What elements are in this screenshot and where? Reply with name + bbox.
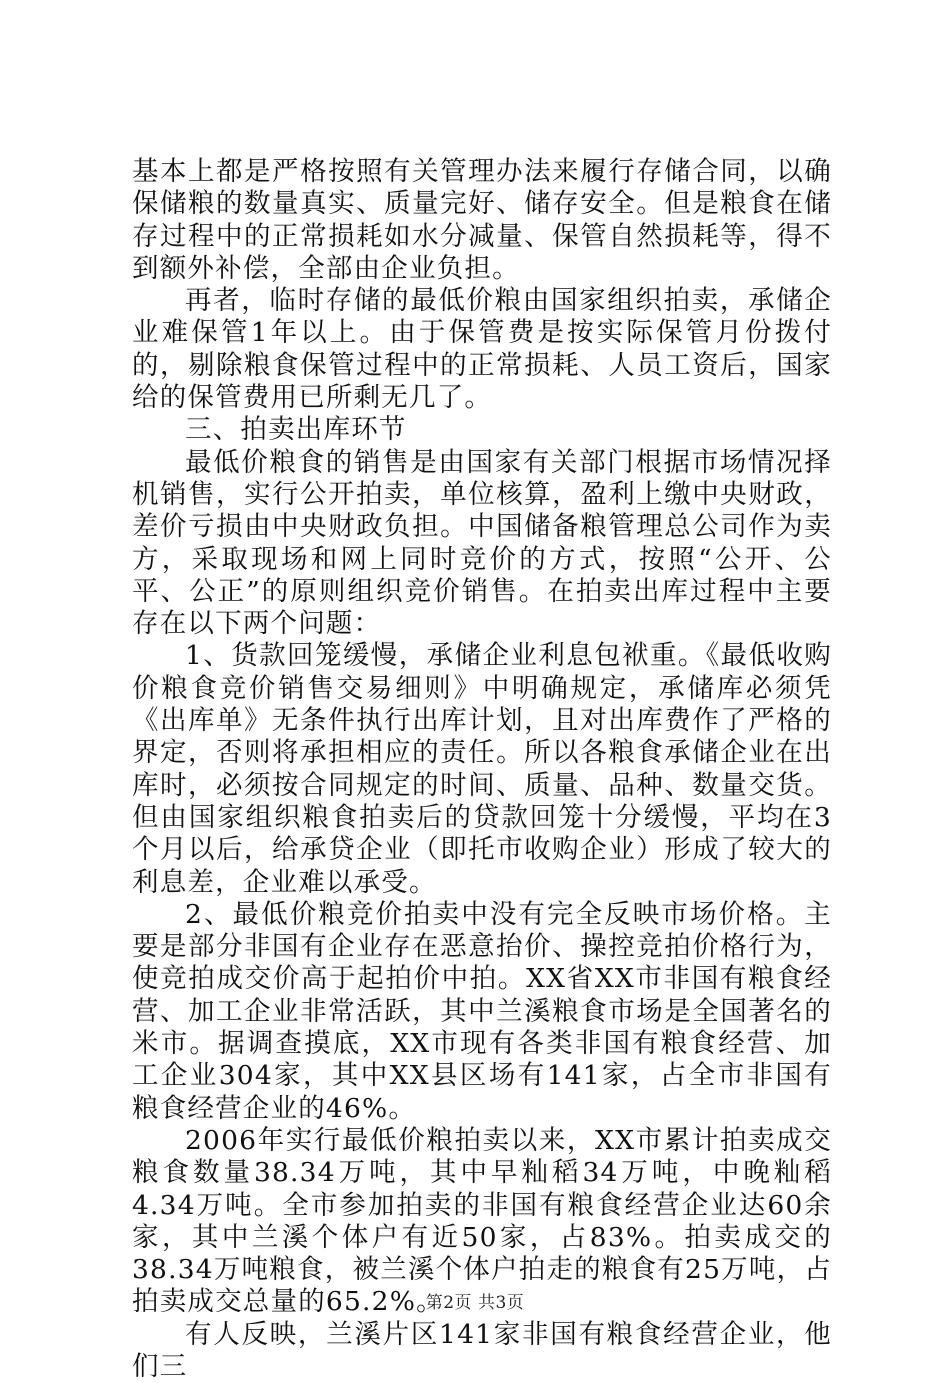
paragraph-auction-statistics: 2006年实行最低价粮拍卖以来，XX市累计拍卖成交粮食数量38.34万吨，其中早籼稻34万吨，中晚籼稻4.34万吨。全市参加拍卖的非国有粮食经营企业达60余家，其中兰溪个体户有近50家，占83%。拍卖成交的38.34万吨粮食，被兰溪个体户拍走的粮食有25万吨，占拍卖成交总量的65.2%。 — [132, 1124, 832, 1318]
section-heading-auction: 三、拍卖出库环节 — [185, 414, 407, 446]
paragraph-auction-overview: 最低价粮食的销售是由国家有关部门根据市场情况择机销售，实行公开拍卖，单位核算，盈利上缴中央财政，差价亏损由中央财政负担。中国储备粮管理总公司作为卖方，采取现场和网上同时竞价的方式，按照“公开、公平、公正”的原则组织竞价销售。在拍卖出库过程中主要存在以下两个问题： — [132, 446, 832, 640]
page-number-footer: 第2页 共3页 — [425, 1293, 525, 1313]
paragraph-feedback: 有人反映，兰溪片区141家非国有粮食经营企业，他们三 — [132, 1318, 832, 1382]
paragraph-storage-contract-continued: 基本上都是严格按照有关管理办法来履行存储合同，以确保储粮的数量真实、质量完好、储存安全。但是粮食在储存过程中的正常损耗如水分减量、保管自然损耗等，得不到额外补偿，全部由企业负担。 — [132, 156, 832, 284]
paragraph-issue-1: 1、货款回笼缓慢，承储企业利息包袱重。《最低收购价粮食竞价销售交易细则》中明确规定，承储库必须凭《出库单》无条件执行出库计划，且对出库费作了严格的界定，否则将承担相应的责任。所以各粮食承储企业在出库时，必须按合同规定的时间、质量、品种、数量交货。但由国家组织粮食拍卖后的贷款回笼十分缓慢，平均在3个月以后，给承贷企业（即托市收购企业）形成了较大的利息差，企业难以承受。 — [132, 640, 832, 898]
body-text — [132, 156, 832, 1383]
paragraph-issue-2: 2、最低价粮竞价拍卖中没有完全反映市场价格。主要是部分非国有企业存在恶意抬价、操控竞拍价格行为，使竞拍成交价高于起拍价中拍。XX省XX市非国有粮食经营、加工企业非常活跃，其中兰溪粮食市场是全国著名的米市。据调查摸底，XX市现有各类非国有粮食经营、加工企业304家，其中XX县区场有141家，占全市非国有粮食经营企业的46%。 — [132, 898, 832, 1124]
paragraph-temporary-storage: 再者，临时存储的最低价粮由国家组织拍卖，承储企业难保管1年以上。由于保管费是按实际保管月份拨付的，剔除粮食保管过程中的正常损耗、人员工资后，国家给的保管费用已所剩无几了。 — [132, 285, 832, 414]
